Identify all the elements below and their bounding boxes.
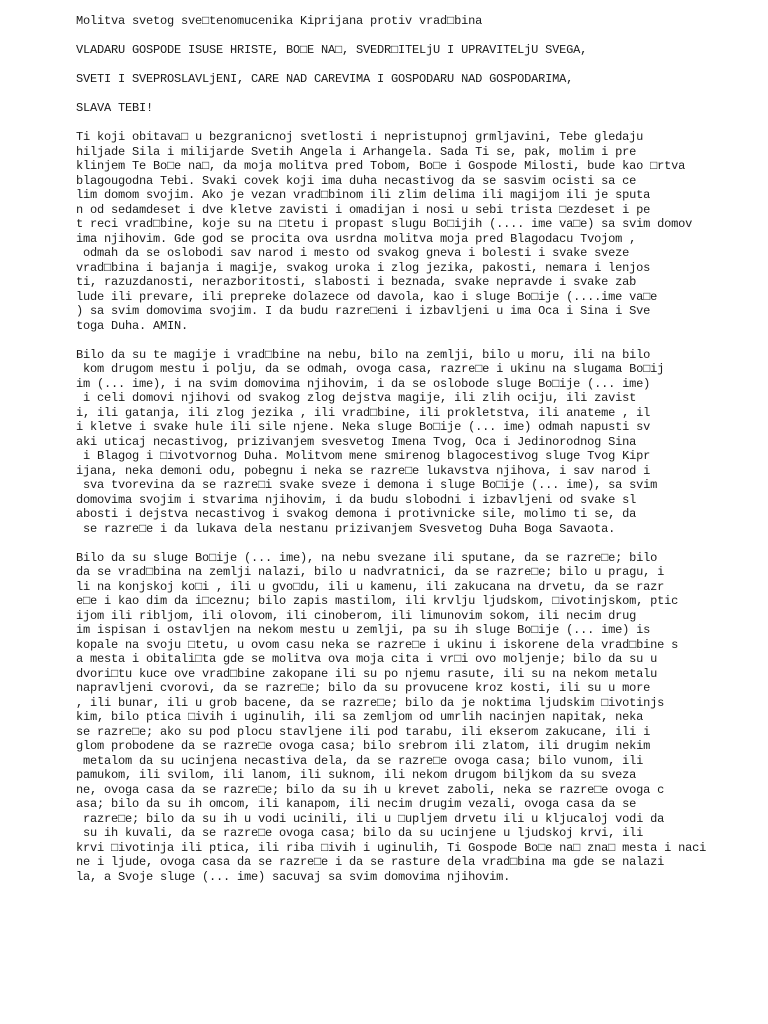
paragraph-line: Bilo da su te magije i vrad□bine na nebu, bilo na zemlji, bilo u moru, ili na bilo xyxy=(76,347,651,362)
blank-line xyxy=(76,87,768,102)
paragraph-line: a mesta i obitali□ta gde se molitva ova moja cita i vr□i ovo moljenje; bilo da su u xyxy=(76,652,658,666)
paragraph-line: i celi domovi njihovi od svakog zlog dejstva magije, ili zlih ociju, ili zavist xyxy=(76,391,637,405)
paragraph-line: Ti koji obitava□ u bezgranicnoj svetlosti i nepristupnoj grmljavini, Tebe gledaju xyxy=(76,130,644,144)
blank-line xyxy=(76,333,768,348)
paragraph-line: klinjem Te Bo□e na□, da moja molitva pred Tobom, Bo□e i Gospode Milosti, bude kao □rtva xyxy=(76,159,686,173)
paragraph-line: i Blagog i □ivotvornog Duha. Molitvom mene smirenog blagocestivog sluge Tvog Kipr xyxy=(76,449,651,463)
paragraph-line: blagougodna Tebi. Svaki covek koji ima duha necastivog da se sasvim ocisti sa ce xyxy=(76,173,637,188)
paragraph-line: t reci vrad□bine, koje su na □tetu i propast slugu Bo□ijih (.... ime va□e) sa svim domov xyxy=(76,217,693,231)
paragraph-line: i kletve i svake hule ili sile njene. Neka sluge Bo□ije (... ime) odmah napusti sv xyxy=(76,420,651,434)
paragraph-line: da se vrad□bina na zemlji nalazi, bilo u nadvratnici, da se razre□e; bilo u pragu, i xyxy=(76,565,665,579)
paragraph-line: lim domom svojim. Ako je vezan vrad□binom ili zlim delima ili magijom ili je sputa xyxy=(76,188,651,202)
paragraph-line: napravljeni cvorovi, da se razre□e; bilo da su provucene kroz kosti, ili su u more xyxy=(76,681,651,695)
paragraph-2 xyxy=(76,348,768,537)
paragraph-line: ijana, neka demoni odu, pobegnu i neka se razre□e lukavstva njihova, i sav narod i xyxy=(76,463,651,478)
paragraph-line: ) sa svim domovima svojim. I da budu razre□eni i izbavljeni u ima Oca i Sina i Sve xyxy=(76,304,651,318)
paragraph-line: ima njihovim. Gde god se procita ova usrdna molitva moja pred Blagodacu Tvojom , xyxy=(76,231,637,246)
paragraph-3 xyxy=(76,551,768,885)
paragraph-line: ne, ovoga casa da se razre□e; bilo da su ih u krevet zaboli, neka se razre□e ovoga c xyxy=(76,782,665,797)
paragraph-line: la, a Svoje sluge (... ime) sacuvaj sa svim domovima njihovim. xyxy=(76,869,511,884)
paragraph-line: Bilo da su sluge Bo□ije (... ime), na nebu svezane ili sputane, da se razre□e; bilo xyxy=(76,550,658,565)
blank-line xyxy=(76,116,768,131)
heading-line: VLADARU GOSPODE ISUSE HRISTE, BO□E NA□, SVEDR□ITELjU I UPRAVITELjU SVEGA, xyxy=(76,43,588,57)
paragraph-line: metalom da su ucinjena necastiva dela, da se razre□e ovoga casa; bilo vunom, ili xyxy=(76,753,644,768)
blank-line xyxy=(76,536,768,551)
paragraph-line: , ili bunar, ili u grob bacene, da se razre□e; bilo da je noktima ljudskim □ivotinjs xyxy=(76,695,665,710)
paragraph-line: e□e i kao dim da i□ceznu; bilo zapis mastilom, ili krvlju ljudskom, □ivotinjskom, ptic xyxy=(76,594,679,608)
paragraph-line: abosti i dejstva necastivog i svakog demona i protivnicke sile, molimo ti se, da xyxy=(76,507,637,521)
paragraph-line: krvi □ivotinja ili ptica, ili riba □ivih i uginulih, Ti Gospode Bo□e na□ zna□ mesta i naci xyxy=(76,840,707,855)
paragraph-line: se razre□e i da lukava dela nestanu prizivanjem Svesvetog Duha Boga Savaota. xyxy=(76,521,616,536)
paragraph-line: su ih kuvali, da se razre□e ovoga casa; bilo da su ucinjene u ljudskoj krvi, ili xyxy=(76,826,644,840)
paragraph-line: kopale na svoju □tetu, u ovom casu neka se razre□e i ukinu i iskorene dela vrad□bine s xyxy=(76,637,679,652)
paragraph-line: kim, bilo ptica □ivih i uginulih, ili sa zemljom od umrlih nacinjen napitak, neka xyxy=(76,710,644,724)
paragraph-line: toga Duha. AMIN. xyxy=(76,318,189,333)
paragraph-line: domovima svojim i stvarima njihovim, i da budu slobodni i izbavljeni od svake sl xyxy=(76,492,637,507)
paragraph-line: odmah da se oslobodi sav narod i mesto od svakog gneva i bolesti i svake sveze xyxy=(76,246,630,260)
document-title: Molitva svetog sve□tenomucenika Kiprijana protiv vrad□bina xyxy=(76,14,483,28)
heading-line: SLAVA TEBI! xyxy=(76,101,154,115)
paragraph-line: i, ili gatanja, ili zlog jezika , ili vrad□bine, ili prokletstva, ili anateme , il xyxy=(76,405,651,420)
blank-line xyxy=(76,58,768,73)
paragraph-line: kom drugom mestu i polju, da se odmah, ovoga casa, razre□e i ukinu na slugama Bo□ij xyxy=(76,362,665,376)
heading-line: SVETI I SVEPROSLAVLjENI, CARE NAD CAREVIMA I GOSPODARU NAD GOSPODARIMA, xyxy=(76,72,574,86)
paragraph-line: se razre□e; ako su pod plocu stavljene ili pod tarabu, ili ekserom zakucane, ili i xyxy=(76,724,651,739)
paragraph-1 xyxy=(76,130,768,333)
paragraph-line: ti, razuzdanosti, nerazboritosti, slabosti i beznada, svake nepravde i svake zab xyxy=(76,275,637,289)
paragraph-line: li na konjskoj ko□i , ili u gvo□du, ili u kamenu, ili zakucana na drvetu, da se razr xyxy=(76,579,665,594)
paragraph-line: ijom ili ribljom, ili olovom, ili cinoberom, ili limunovim sokom, ili necim drug xyxy=(76,608,637,623)
paragraph-line: dvori□tu kuce ove vrad□bine zakopane ili su po njemu rasute, ili su na nekom metalu xyxy=(76,666,658,681)
paragraph-line: razre□e; bilo da su ih u vodi ucinili, ili u □upljem drvetu ili u kljucaloj vodi da xyxy=(76,811,665,826)
paragraph-line: asa; bilo da su ih omcom, ili kanapom, ili necim drugim vezali, ovoga casa da se xyxy=(76,797,637,811)
paragraph-line: lude ili prevare, ili prepreke dolazece od davola, kao i sluge Bo□ije (....ime va□e xyxy=(76,289,658,304)
paragraph-line: im ispisan i ostavljen na nekom mestu u zemlji, pa su ih sluge Bo□ije (... ime) is xyxy=(76,623,651,637)
paragraph-line: aki uticaj necastivog, prizivanjem svesvetog Imena Tvog, Oca i Jedinorodnog Sina xyxy=(76,434,637,449)
paragraph-line: pamukom, ili svilom, ili lanom, ili suknom, ili nekom drugom biljkom da su sveza xyxy=(76,768,637,782)
paragraph-line: vrad□bina i bajanja i magije, svakog uroka i zlog jezika, pakosti, nemara i lenjos xyxy=(76,260,651,275)
paragraph-line: ne i ljude, ovoga casa da se razre□e i da se rasture dela vrad□bina ma gde se nalazi xyxy=(76,855,665,869)
paragraph-line: hiljade Sila i milijarde Svetih Angela i Arhangela. Sada Ti se, pak, molim i pre xyxy=(76,144,637,159)
paragraph-line: im (... ime), i na svim domovima njihovim, i da se oslobode sluge Bo□ije (... ime) xyxy=(76,376,651,391)
paragraph-line: sva tvorevina da se razre□i svake sveze i demona i sluge Bo□ije (... ime), sa svim xyxy=(76,478,658,492)
paragraph-line: n od sedamdeset i dve kletve zavisti i omadijan i nosi u sebi trista □ezdeset i pe xyxy=(76,202,651,217)
paragraph-line: glom probodene da se razre□e ovoga casa; bilo srebrom ili zlatom, ili drugim nekim xyxy=(76,739,651,753)
blank-line xyxy=(76,29,768,44)
